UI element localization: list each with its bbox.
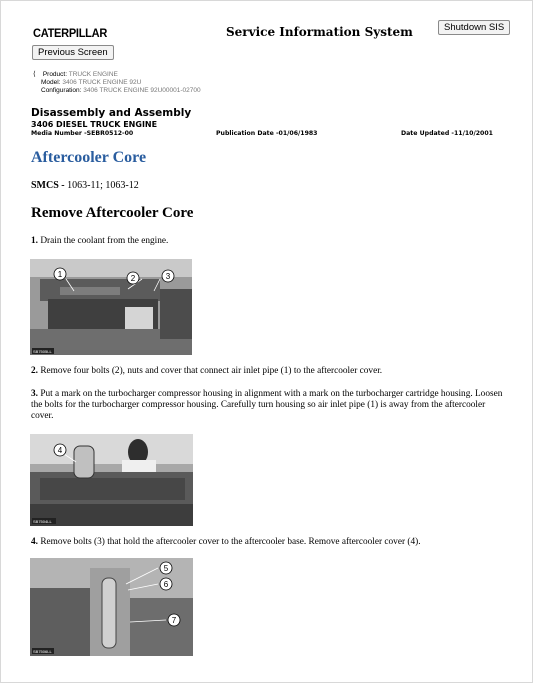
step-4 <box>31 537 506 548</box>
callout-6: 6 <box>163 580 169 589</box>
product-label: Product: <box>42 71 68 78</box>
media-number: Media Number -SEBR0512-00 <box>31 130 134 137</box>
smcs-value: 1063-11; 1063-12 <box>67 180 139 191</box>
smcs-label: SMCS - <box>31 180 65 191</box>
step-number: 2. <box>31 366 38 376</box>
shutdown-button[interactable]: Shutdown SIS <box>438 20 510 35</box>
procedure-title: Remove Aftercooler Core <box>31 205 194 221</box>
date-updated: Date Updated -11/10/2001 <box>401 130 493 137</box>
figure-id: SB7505LL <box>33 349 52 354</box>
callout-5: 5 <box>163 564 169 573</box>
figure-1-photo <box>30 259 192 355</box>
figure-id: SB7506LL <box>33 649 52 654</box>
collapse-chevron-icon[interactable]: ⟨ <box>33 71 36 78</box>
step-1 <box>31 236 506 247</box>
callout-1: 1 <box>57 270 63 279</box>
step-number: 4. <box>31 537 38 547</box>
product-value: TRUCK ENGINE <box>68 71 118 78</box>
product-info <box>33 71 201 95</box>
figure-2-photo <box>30 434 193 526</box>
step-number: 3. <box>31 389 38 399</box>
callout-3: 3 <box>165 272 171 281</box>
step-text: Remove bolts (3) that hold the aftercooler cover to the aftercooler base. Remove aftercooler cover (4). <box>40 537 421 547</box>
caterpillar-logo: CATERPILLAR <box>33 26 108 40</box>
step-number: 1. <box>31 236 38 246</box>
section-title: Disassembly and Assembly <box>31 107 192 119</box>
previous-screen-button[interactable]: Previous Screen <box>32 45 114 60</box>
figure-id: SB7504LL <box>33 519 52 524</box>
site-title: Service Information System <box>226 25 413 39</box>
callout-4: 4 <box>57 446 63 455</box>
step-text: Drain the coolant from the engine. <box>40 236 169 246</box>
callout-7: 7 <box>171 616 177 625</box>
smcs-line <box>31 180 139 191</box>
publication-date: Publication Date -01/06/1983 <box>216 130 318 137</box>
step-2 <box>31 366 506 377</box>
step-3 <box>31 389 506 422</box>
engine-title: 3406 DIESEL TRUCK ENGINE <box>31 120 158 129</box>
model-value: 3406 TRUCK ENGINE 92U <box>62 79 142 86</box>
step-text: Put a mark on the turbocharger compressor housing in alignment with a mark on the turbocharger cartridge housing. Loosen the bolts for the turbocharger compressor housing. Carefully turn housing so air inlet pipe (1) is away from the aftercooler cover. <box>31 389 503 421</box>
model-label: Model: <box>41 79 61 86</box>
callout-2: 2 <box>130 274 136 283</box>
configuration-value: 3406 TRUCK ENGINE 92U00001-02700 <box>83 87 201 94</box>
step-text: Remove four bolts (2), nuts and cover that connect air inlet pipe (1) to the aftercooler cover. <box>40 366 383 376</box>
configuration-label: Configuration: <box>41 87 82 94</box>
figure-3-photo <box>30 558 193 656</box>
page-title: Aftercooler Core <box>31 149 147 166</box>
